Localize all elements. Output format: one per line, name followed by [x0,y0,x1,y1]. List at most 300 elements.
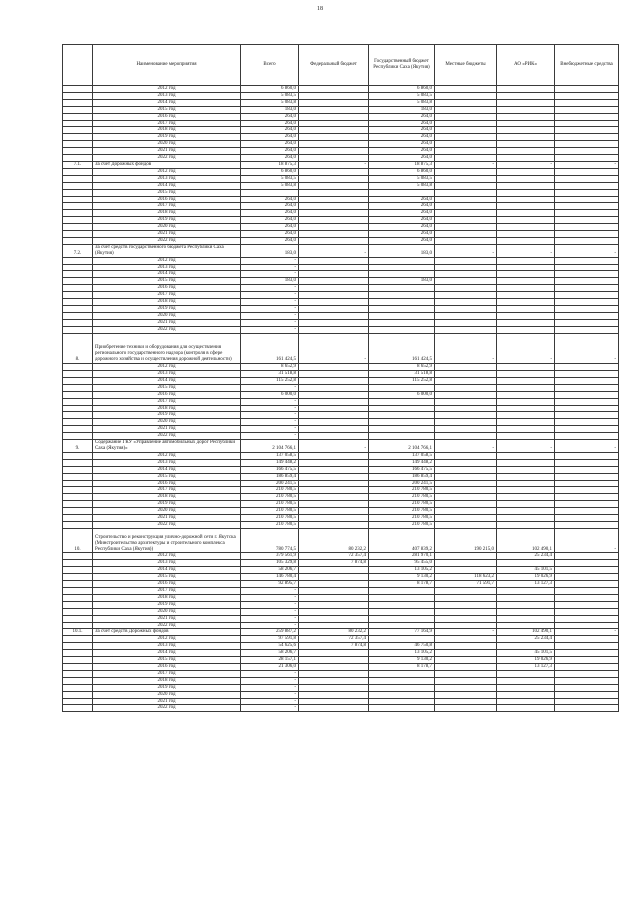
item-number [63,189,93,196]
value-cell [435,155,497,162]
item-name: 2017 год [93,487,241,494]
value-cell [497,377,555,384]
value-cell [497,501,555,508]
item-name: 2021 год [93,615,241,622]
value-cell [435,670,497,677]
item-number [63,210,93,217]
value-cell [435,217,497,224]
value-cell: 19 026,9 [497,657,555,664]
value-cell: - [435,440,497,453]
value-cell: 5 083,5 [369,92,435,99]
value-cell [369,306,435,313]
item-name: 2021 год [93,148,241,155]
value-cell [299,377,369,384]
value-cell: - [241,312,299,319]
value-cell: 97 591,8 [241,636,299,643]
value-cell [299,684,369,691]
item-number [63,677,93,684]
header-cell: Государственный бюджет Республики Саха (Якутия) [369,45,435,86]
item-name: 2014 год [93,99,241,106]
value-cell: 8 652,9 [241,364,299,371]
value-cell [369,670,435,677]
item-number [63,168,93,175]
value-cell [555,487,619,494]
value-cell [299,99,369,106]
item-number [63,487,93,494]
value-cell: 264,0 [369,148,435,155]
value-cell: - [241,398,299,405]
value-cell [299,148,369,155]
value-cell: 183,0 [369,106,435,113]
value-cell: - [241,264,299,271]
value-cell [435,473,497,480]
value-cell [555,643,619,650]
value-cell: - [241,608,299,615]
item-name: 2015 год [93,384,241,391]
item-name: 2015 год [93,278,241,285]
value-cell: 210 780,5 [241,487,299,494]
value-cell: 161 424,5 [241,333,299,364]
value-cell [299,264,369,271]
value-cell [369,326,435,333]
value-cell [497,615,555,622]
value-cell [435,588,497,595]
item-number [63,622,93,629]
table-row [63,371,619,378]
value-cell [555,594,619,601]
value-cell [497,127,555,134]
item-number [63,391,93,398]
value-cell: 45 101,5 [497,650,555,657]
item-number [63,106,93,113]
item-number [63,581,93,588]
value-cell [299,574,369,581]
item-number [63,99,93,106]
item-name: Строительство и реконструкция улично-дорожной сети г. Якутска (Минстроительство архитектуры и строительного комплекса Республики Саха (Якутия)) [93,528,241,553]
item-name: 2021 год [93,698,241,705]
value-cell: 264,0 [369,203,435,210]
value-cell [435,210,497,217]
value-cell: 105 329,8 [241,560,299,567]
value-cell: 210 780,5 [369,501,435,508]
value-cell [497,487,555,494]
value-cell [555,312,619,319]
value-cell [369,601,435,608]
table-row [63,189,619,196]
value-cell: 6 000,0 [369,391,435,398]
table-row [63,299,619,306]
value-cell [555,134,619,141]
value-cell [369,312,435,319]
table-row [63,203,619,210]
item-number [63,384,93,391]
value-cell [435,299,497,306]
value-cell [299,419,369,426]
value-cell [497,452,555,459]
value-cell [497,312,555,319]
item-name: 2014 год [93,377,241,384]
value-cell [299,608,369,615]
header-cell: Федеральный бюджет [299,45,369,86]
value-cell: 46 750,8 [369,643,435,650]
value-cell: 8 178,7 [369,663,435,670]
table-row [63,501,619,508]
item-number [63,182,93,189]
value-cell: 183,0 [369,244,435,257]
value-cell [369,698,435,705]
table-row [63,278,619,285]
value-cell: - [497,333,555,364]
value-cell: 2 104 766,1 [241,440,299,453]
value-cell: - [241,691,299,698]
value-cell: - [241,326,299,333]
table-row [63,196,619,203]
value-cell [435,231,497,238]
value-cell [299,92,369,99]
value-cell [435,515,497,522]
item-number [63,155,93,162]
item-name: 2022 год [93,521,241,528]
value-cell [555,371,619,378]
value-cell [497,466,555,473]
value-cell [555,412,619,419]
value-cell [435,426,497,433]
value-cell [435,405,497,412]
value-cell [497,684,555,691]
value-cell [435,312,497,319]
value-cell [555,494,619,501]
table-row [63,574,619,581]
value-cell [435,106,497,113]
value-cell [299,521,369,528]
value-cell [435,285,497,292]
value-cell [497,113,555,120]
value-cell [435,601,497,608]
value-cell [299,391,369,398]
item-name: 2013 год [93,175,241,182]
item-name: 2021 год [93,231,241,238]
item-name: 2019 год [93,684,241,691]
value-cell [497,371,555,378]
value-cell: - [241,257,299,264]
section-row [63,161,619,168]
value-cell [299,588,369,595]
item-number [63,312,93,319]
value-cell [299,615,369,622]
item-name: 2018 год [93,594,241,601]
value-cell [497,92,555,99]
value-cell [435,168,497,175]
value-cell [369,622,435,629]
value-cell [555,452,619,459]
item-name: 2020 год [93,691,241,698]
value-cell: 210 780,5 [369,508,435,515]
value-cell [435,433,497,440]
value-cell [435,594,497,601]
value-cell [299,364,369,371]
value-cell [299,210,369,217]
value-cell [555,278,619,285]
table-row [63,588,619,595]
table-row [63,271,619,278]
value-cell: 5 083,5 [369,175,435,182]
item-number [63,398,93,405]
value-cell [435,292,497,299]
value-cell: 8 178,7 [369,581,435,588]
value-cell [497,106,555,113]
value-cell: 149 448,2 [241,459,299,466]
value-cell [555,271,619,278]
value-cell [435,398,497,405]
value-cell [435,148,497,155]
value-cell: - [241,601,299,608]
table-row [63,326,619,333]
value-cell [435,237,497,244]
value-cell [369,684,435,691]
value-cell: 183,0 [241,106,299,113]
item-number [63,264,93,271]
item-name: За счет средств государственного бюджета Республики Саха (Якутия) [93,244,241,257]
item-number [63,426,93,433]
value-cell [299,384,369,391]
item-name: 2018 год [93,405,241,412]
value-cell [299,480,369,487]
table-row [63,182,619,189]
value-cell [299,285,369,292]
value-cell: 102 490,1 [497,629,555,636]
value-cell: 264,0 [241,224,299,231]
value-cell [435,663,497,670]
value-cell: 210 780,5 [369,494,435,501]
table-row [63,622,619,629]
value-cell [299,113,369,120]
value-cell: 13 105,2 [369,567,435,574]
item-number [63,691,93,698]
value-cell [555,581,619,588]
value-cell [555,86,619,93]
value-cell [555,588,619,595]
value-cell [497,217,555,224]
value-cell [497,459,555,466]
value-cell [555,459,619,466]
item-name: 2022 год [93,237,241,244]
item-name: 2012 год [93,636,241,643]
value-cell [299,217,369,224]
item-number [63,285,93,292]
value-cell: 6 860,0 [369,86,435,93]
value-cell [497,231,555,238]
value-cell: - [299,244,369,257]
item-number [63,567,93,574]
value-cell [497,285,555,292]
value-cell: 210 780,5 [241,515,299,522]
value-cell [497,257,555,264]
value-cell: 92 895,7 [241,581,299,588]
section-row [63,528,619,553]
value-cell [299,257,369,264]
value-cell [555,127,619,134]
item-name: 2018 год [93,677,241,684]
item-name: 2014 год [93,182,241,189]
item-number [63,134,93,141]
item-number [63,231,93,238]
value-cell [555,501,619,508]
value-cell [555,426,619,433]
item-number [63,141,93,148]
item-number [63,452,93,459]
item-name: 2014 год [93,466,241,473]
value-cell [497,264,555,271]
item-number [63,663,93,670]
value-cell: - [241,384,299,391]
value-cell [299,663,369,670]
value-cell: 210 780,5 [369,521,435,528]
item-number: 10.1. [63,629,93,636]
value-cell [435,86,497,93]
item-number [63,217,93,224]
value-cell [555,384,619,391]
value-cell [555,92,619,99]
value-cell: 149 448,2 [369,459,435,466]
item-name: 2019 год [93,601,241,608]
table-row [63,698,619,705]
value-cell: - [241,319,299,326]
table-row [63,377,619,384]
item-name: 2018 год [93,299,241,306]
value-cell: - [241,292,299,299]
table-row [63,615,619,622]
table-row [63,155,619,162]
item-name: 2017 год [93,120,241,127]
value-cell: 9 130,2 [369,574,435,581]
value-cell: 31 518,8 [369,371,435,378]
value-cell [435,319,497,326]
value-cell: 264,0 [241,231,299,238]
item-name: За счет Дорожных фондов [93,161,241,168]
table-row [63,134,619,141]
item-name: 2019 год [93,501,241,508]
value-cell [299,189,369,196]
table-row [63,127,619,134]
value-cell [555,306,619,313]
value-cell [369,705,435,712]
item-number [63,459,93,466]
value-cell [555,405,619,412]
value-cell [497,155,555,162]
table-row [63,553,619,560]
value-cell [497,306,555,313]
table-row [63,106,619,113]
item-name: 2020 год [93,608,241,615]
value-cell: 186 859,4 [369,473,435,480]
value-cell [497,175,555,182]
value-cell [299,433,369,440]
value-cell [555,684,619,691]
table-row [63,650,619,657]
value-cell [435,92,497,99]
header-cell: Наименование мероприятия [93,45,241,86]
value-cell [299,127,369,134]
value-cell [497,560,555,567]
item-name: 2021 год [93,319,241,326]
value-cell [555,175,619,182]
value-cell: 5 083,8 [241,99,299,106]
item-name: За счет средств Дорожных фондов [93,629,241,636]
table-row [63,473,619,480]
item-name: 2013 год [93,92,241,99]
value-cell [299,319,369,326]
value-cell [299,106,369,113]
item-number [63,175,93,182]
value-cell [435,278,497,285]
value-cell [497,364,555,371]
value-cell [555,521,619,528]
item-name: 2015 год [93,106,241,113]
value-cell: 264,0 [241,148,299,155]
item-name: 2021 год [93,426,241,433]
item-number [63,371,93,378]
value-cell [435,494,497,501]
item-number [63,705,93,712]
value-cell: 45 101,5 [497,567,555,574]
item-number [63,120,93,127]
value-cell: 264,0 [369,210,435,217]
table-row [63,217,619,224]
item-name: 2018 год [93,127,241,134]
value-cell: 210 780,5 [369,515,435,522]
table-row [63,608,619,615]
item-name: 2016 год [93,285,241,292]
value-cell [299,501,369,508]
table-row [63,312,619,319]
item-name: 2014 год [93,271,241,278]
table-row [63,684,619,691]
section-row [63,333,619,364]
value-cell [555,622,619,629]
value-cell: 18 875,3 [241,161,299,168]
value-cell: 210 780,5 [369,487,435,494]
item-number [63,405,93,412]
value-cell [435,419,497,426]
item-number [63,86,93,93]
value-cell [369,299,435,306]
value-cell [435,567,497,574]
value-cell [299,326,369,333]
value-cell [555,657,619,664]
value-cell [497,99,555,106]
value-cell: 13 127,3 [497,581,555,588]
value-cell [497,405,555,412]
table-row [63,466,619,473]
value-cell: - [435,629,497,636]
item-number [63,237,93,244]
value-cell: 7 874,8 [299,560,369,567]
value-cell: - [555,629,619,636]
value-cell: - [241,285,299,292]
value-cell: 25 234,4 [497,636,555,643]
table-row [63,601,619,608]
value-cell: 264,0 [369,113,435,120]
value-cell [435,615,497,622]
value-cell: 264,0 [369,141,435,148]
item-number [63,494,93,501]
value-cell: 264,0 [369,120,435,127]
value-cell [497,319,555,326]
value-cell [435,175,497,182]
value-cell [435,691,497,698]
value-cell: 5 083,8 [369,182,435,189]
value-cell: 183,0 [241,244,299,257]
